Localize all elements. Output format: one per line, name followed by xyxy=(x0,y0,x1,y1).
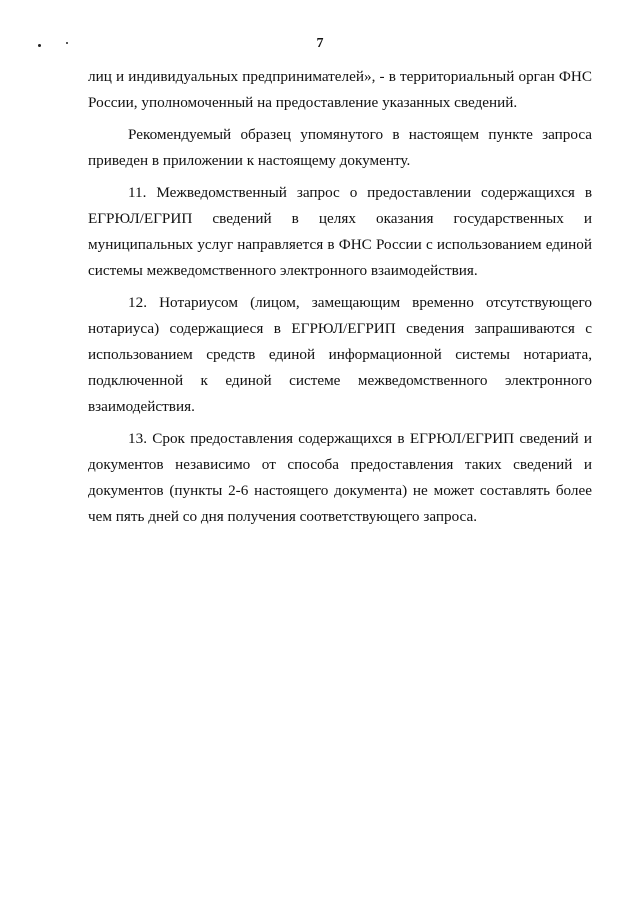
text-line: чем пять дней со дня получения соответствующего запроса. xyxy=(88,508,478,525)
text-line: подключенной к единой системе межведомственного электронного xyxy=(88,372,592,389)
text-line: документов независимо от способа предоставления таких сведений и xyxy=(88,456,592,473)
text-line: приведен в приложении к настоящему документу. xyxy=(88,152,411,169)
text-line: нотариуса) содержащиеся в ЕГРЮЛ/ЕГРИП сведения запрашиваются с xyxy=(88,320,592,337)
text-line: использованием средств единой информационной системы нотариата, xyxy=(88,346,592,363)
text-line: ЕГРЮЛ/ЕГРИП сведений в целях оказания государственных и xyxy=(88,210,592,227)
text-line: России, уполномоченный на предоставление указанных сведений. xyxy=(88,94,518,111)
text-line: взаимодействия. xyxy=(88,398,195,415)
text-line: системы межведомственного электронного взаимодействия. xyxy=(88,262,478,279)
document-body xyxy=(88,64,592,530)
text-line: документов (пункты 2-6 настоящего документа) не может составлять более xyxy=(88,482,592,499)
text-line: Рекомендуемый образец упомянутого в настоящем пункте запроса xyxy=(128,126,592,143)
text-line: 12. Нотариусом (лицом, замещающим временно отсутствующего xyxy=(128,294,592,311)
text-line: муниципальных услуг направляется в ФНС России с использованием единой xyxy=(88,236,592,253)
text-line: лиц и индивидуальных предпринимателей», - в территориальный орган ФНС xyxy=(88,68,592,85)
page-number: 7 xyxy=(316,36,324,51)
text-line: 11. Межведомственный запрос о предоставлении содержащихся в xyxy=(128,184,592,201)
text-line: 13. Срок предоставления содержащихся в ЕГРЮЛ/ЕГРИП сведений и xyxy=(128,430,592,447)
